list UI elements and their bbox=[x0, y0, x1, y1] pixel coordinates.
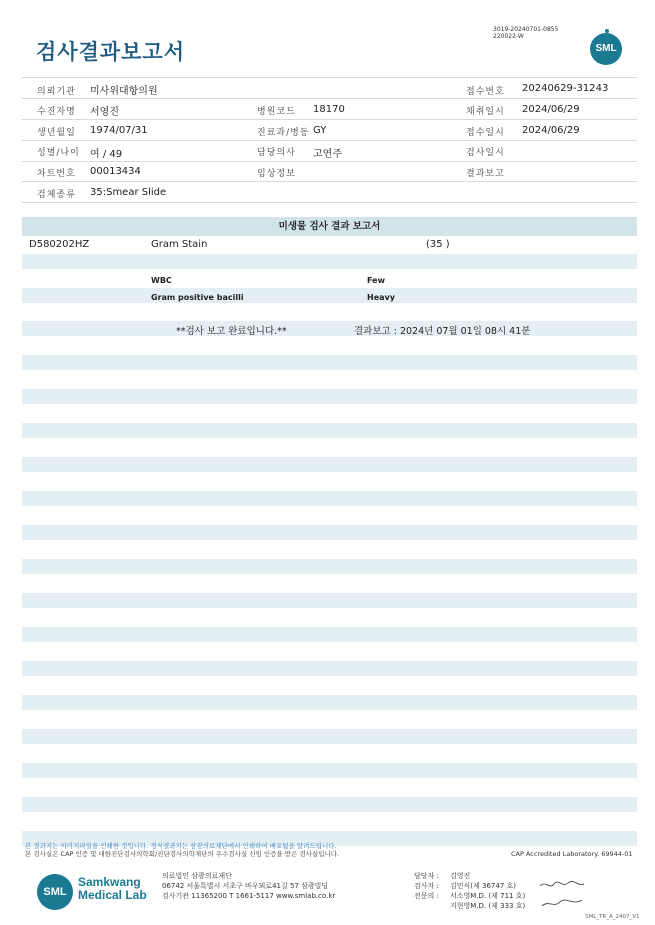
staff-name: 지현영M.D. (제 333 호) bbox=[450, 902, 526, 910]
row-band bbox=[22, 695, 637, 710]
label-clinical-info: 임상정보 bbox=[257, 169, 296, 179]
row-band bbox=[22, 763, 637, 778]
label-specimen-type: 검체종류 bbox=[37, 190, 76, 200]
label-hospital-code: 병원코드 bbox=[257, 107, 296, 117]
label-result-report: 결과보고 bbox=[466, 169, 505, 179]
org-contact: 검사기관 11365200 T 1661-5117 www.smlab.co.kr bbox=[162, 892, 336, 900]
staff-label: 전문의 : bbox=[414, 892, 439, 900]
doc-code-line-2: 220022-W bbox=[493, 33, 524, 40]
org-name: 의료법인 삼광의료재단 bbox=[162, 872, 232, 880]
value-specimen-type: 35:Smear Slide bbox=[90, 187, 167, 198]
report-complete-message: **검사 보고 완료입니다.** bbox=[176, 326, 287, 337]
results-section-title: 미생물 검사 결과 보고서 bbox=[278, 221, 381, 232]
value-hospital-code: 18170 bbox=[313, 104, 345, 115]
staff-name: 김민식(제 36747 호) bbox=[450, 882, 516, 890]
value-chart-no: 00013434 bbox=[90, 166, 141, 177]
label-chart-no: 차트번호 bbox=[37, 169, 76, 179]
result-item-value: Few bbox=[367, 276, 385, 285]
row-band bbox=[22, 797, 637, 812]
divider bbox=[22, 98, 637, 99]
row-band bbox=[22, 389, 637, 404]
staff-label: 검사자 : bbox=[414, 882, 439, 890]
result-item-name: WBC bbox=[151, 276, 172, 285]
label-test-date: 검사일시 bbox=[466, 148, 505, 158]
divider bbox=[22, 140, 637, 141]
value-sex-age: 여 / 49 bbox=[90, 149, 123, 160]
value-department: GY bbox=[313, 125, 327, 136]
label-received-date: 접수일시 bbox=[466, 128, 505, 138]
brand-line-2: Medical Lab bbox=[78, 888, 147, 902]
value-collection-date: 2024/06/29 bbox=[522, 104, 580, 115]
value-birth-date: 1974/07/31 bbox=[90, 125, 148, 136]
brand-name bbox=[78, 876, 147, 902]
test-code: D580202HZ bbox=[29, 239, 90, 250]
staff-name: 김영진 bbox=[450, 872, 471, 880]
staff-labels bbox=[414, 871, 439, 901]
label-requesting-org: 의뢰기관 bbox=[37, 87, 76, 97]
divider bbox=[22, 119, 637, 120]
divider bbox=[22, 202, 637, 203]
test-number: (35 ) bbox=[426, 239, 450, 250]
row-band bbox=[22, 627, 637, 642]
result-item-name: Gram positive bacilli bbox=[151, 293, 244, 302]
staff-name: 서소영M.D. (제 711 호) bbox=[450, 892, 526, 900]
divider bbox=[22, 77, 637, 78]
document-code bbox=[493, 26, 558, 40]
value-receipt-no: 20240629-31243 bbox=[522, 83, 609, 94]
label-receipt-no: 접수번호 bbox=[466, 87, 505, 97]
row-band bbox=[22, 423, 637, 438]
label-patient-name: 수진자명 bbox=[37, 107, 76, 117]
test-name: Gram Stain bbox=[151, 239, 208, 250]
page-title: 검사결과보고서 bbox=[36, 40, 186, 64]
row-band bbox=[22, 355, 637, 370]
signature-icon bbox=[538, 878, 598, 912]
organization-info bbox=[162, 871, 335, 901]
value-patient-name: 서영진 bbox=[90, 107, 119, 118]
brand-line-1: Samkwang bbox=[78, 875, 141, 889]
row-band bbox=[22, 321, 637, 336]
divider bbox=[22, 181, 637, 182]
row-band bbox=[22, 491, 637, 506]
row-band bbox=[22, 288, 637, 303]
row-band bbox=[22, 525, 637, 540]
staff-label: 담당자 : bbox=[414, 872, 439, 880]
row-band bbox=[22, 593, 637, 608]
value-requesting-org: 미사위대항의원 bbox=[90, 86, 158, 97]
accreditation-notice: 본 검사실은 CAP 인증 및 대한진단검사의학회/진단검사의학재단의 우수검사실 신임 인증을 받은 검사실입니다. bbox=[25, 850, 340, 858]
label-birth-date: 생년월일 bbox=[37, 128, 76, 138]
org-address: 06742 서울특별시 서초구 바우뫼로41길 57 삼광빌딩 bbox=[162, 882, 329, 890]
label-collection-date: 채취일시 bbox=[466, 107, 505, 117]
row-band bbox=[22, 661, 637, 676]
label-doctor: 담당의사 bbox=[257, 148, 296, 158]
value-received-date: 2024/06/29 bbox=[522, 125, 580, 136]
row-band bbox=[22, 254, 637, 269]
sml-footer-logo: SML bbox=[37, 874, 73, 910]
row-band bbox=[22, 559, 637, 574]
label-sex-age: 성별/나이 bbox=[37, 148, 80, 158]
value-doctor: 고연주 bbox=[313, 149, 342, 160]
row-band bbox=[22, 729, 637, 744]
label-department: 진료과/병동 bbox=[257, 128, 310, 138]
sml-logo: SML bbox=[590, 33, 622, 65]
cap-accreditation: CAP Accredited Laboratory. 69944-01 bbox=[511, 850, 633, 858]
doc-code-line-1: 3019-20240701-0855 bbox=[493, 26, 559, 33]
form-code: SML_TR_A_2407_V1 bbox=[585, 914, 640, 920]
row-band bbox=[22, 457, 637, 472]
staff-names bbox=[450, 871, 525, 911]
report-timestamp: 결과보고 : 2024년 07월 01일 08시 41분 bbox=[354, 326, 531, 337]
image-notice: 본 결과지는 이미지파일을 인쇄한 것입니다. 정식결과지는 삼광의료재단에서 인쇄하여 배포됨을 알려드립니다. bbox=[25, 842, 337, 850]
results-section-header bbox=[22, 217, 637, 236]
divider bbox=[22, 161, 637, 162]
result-item-value: Heavy bbox=[367, 293, 395, 302]
